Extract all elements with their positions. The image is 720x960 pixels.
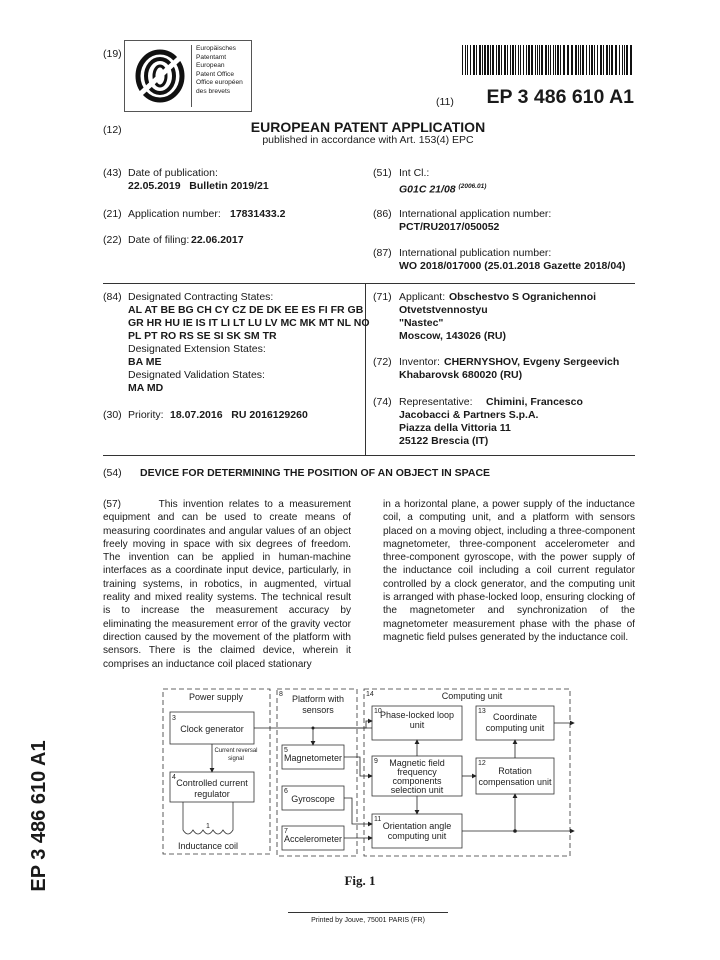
- office-name-en-1: European: [196, 62, 225, 69]
- inid-57: (57): [103, 499, 121, 510]
- application-number-label: Application number:: [128, 208, 221, 220]
- magnetometer-label: Magnetometer: [283, 753, 343, 763]
- office-name-de-2: Patentamt: [196, 53, 227, 61]
- contracting-states-2: GR HR HU IE IS IT LI LT LU LV MC MK MT NL NO: [128, 317, 370, 329]
- accelerometer-label: Accelerometer: [283, 834, 343, 844]
- int-cl-version: (2006.01): [458, 183, 487, 190]
- ref-6: 6: [284, 788, 288, 795]
- rc-label-2: compensation unit: [478, 777, 552, 787]
- intl-app-number: PCT/RU2017/050052: [399, 221, 500, 233]
- inid-12: (12): [103, 124, 122, 136]
- inid-21: (21): [103, 208, 122, 220]
- gyroscope-label: Gyroscope: [291, 794, 335, 804]
- priority-label: Priority:: [128, 409, 164, 421]
- inductance-coil-label: Inductance coil: [177, 841, 239, 851]
- ref-13: 13: [478, 708, 486, 715]
- filing-date: 22.06.2017: [191, 234, 244, 246]
- computing-unit-label: Computing unit: [441, 691, 503, 701]
- office-name-en-2: Patent Office: [196, 70, 234, 78]
- int-cl-label: Int Cl.:: [399, 167, 430, 179]
- inid-84: (84): [103, 291, 122, 303]
- rotation-compensation-block: [476, 758, 554, 794]
- contracting-states-3: PL PT RO RS SE SI SK SM TR: [128, 330, 277, 342]
- abstract-text-1: This invention relates to a measurement equipment and can be used to create means of measuring coordinates and angular values of an object freely moving in space with six degrees of freedom. The invention can be applied in human-machine interfaces as a coordinate input device, particularly, in training systems, in robotics, in augmented, virtual reality and mixed reality systems. The technical result is to increase the measurement accuracy by eliminating the measurement error of the gravity vector direction caused by the movement of the platform with sensors. There is the claimed device, wherein it comprises an inductance coil placed stationary: [103, 499, 351, 670]
- representative-line-1: Chimini, Francesco: [486, 396, 583, 408]
- pll-label-2: unit: [409, 720, 425, 730]
- ref-7: 7: [284, 828, 288, 835]
- ref-10: 10: [374, 708, 382, 715]
- ref-5: 5: [284, 747, 288, 754]
- office-name-fr-1: Office européen: [196, 79, 243, 86]
- figure-caption: Fig. 1: [344, 873, 376, 888]
- ref-9: 9: [374, 758, 378, 765]
- office-name-fr-2: des brevets: [196, 87, 231, 95]
- ref-8: 8: [279, 691, 283, 698]
- mf-label-3: components: [392, 776, 442, 786]
- ref-12: 12: [478, 760, 486, 767]
- document-subtitle: published in accordance with Art. 153(4) EPC: [262, 134, 474, 146]
- int-cl-value: G01C 21/08 $^{(2006.01)}$: [399, 183, 487, 196]
- inid-74: (74): [373, 396, 392, 408]
- publication-date: 22.05.2019 Bulletin 2019/21: [128, 180, 269, 192]
- representative-line-3: Piazza della Vittoria 11: [399, 422, 511, 434]
- extension-states: BA ME: [128, 356, 162, 368]
- inid-11: (11): [436, 96, 454, 108]
- inid-19: (19): [103, 48, 122, 60]
- printer-footer: Printed by Jouve, 75001 PARIS (FR): [311, 917, 425, 924]
- application-number: 17831433.2: [230, 208, 286, 220]
- pll-label-1: Phase-locked loop: [379, 710, 455, 720]
- abstract-text-2: in a horizontal plane, a power supply of the inductance coil, a computing unit, and a platform with sensors placed on a moving object, including a three-component magnetometer, three-component accelerometer and three-component gyroscope, with the power supply of the inductance coil including a coil current regulator controlled by a clock generator, and the computing unit is arranged with phase-locked loop, ensuring clocking of the magnetometer and synchronization of the magnetometer measurement phase with the phase of magnetic field pulses generated by the inductance coil.: [383, 499, 635, 643]
- power-supply-label: Power supply: [188, 692, 244, 702]
- platform-label-1: Platform with: [291, 694, 345, 704]
- inid-30: (30): [103, 409, 122, 421]
- validation-states: MA MD: [128, 382, 164, 394]
- oa-label-2: computing unit: [387, 831, 447, 841]
- inid-43: (43): [103, 167, 122, 179]
- invention-title: DEVICE FOR DETERMINING THE POSITION OF AN OBJECT IN SPACE: [140, 467, 491, 479]
- ref-11: 11: [374, 816, 382, 823]
- inid-51: (51): [373, 167, 392, 179]
- office-name-de-1: Europäisches: [196, 45, 236, 52]
- inventor-line-1: CHERNYSHOV, Evgeny Sergeevich: [444, 356, 620, 368]
- intl-pub-number: WO 2018/017000 (25.01.2018 Gazette 2018/04): [399, 260, 626, 272]
- inid-54: (54): [103, 467, 122, 479]
- applicant-line-2: Otvetstvennostyu: [399, 304, 488, 316]
- validation-states-label: Designated Validation States:: [128, 369, 265, 381]
- intl-app-label: International application number:: [399, 208, 552, 220]
- platform-label-2: sensors: [302, 705, 334, 715]
- publication-number: EP 3 486 610 A1: [486, 86, 634, 108]
- cc-label-1: Coordinate: [492, 712, 538, 722]
- applicant-label: Applicant:: [399, 291, 446, 303]
- ref-4: 4: [172, 774, 176, 781]
- intl-pub-label: International publication number:: [399, 247, 552, 259]
- contracting-states-label: Designated Contracting States:: [128, 291, 274, 303]
- inid-71: (71): [373, 291, 392, 303]
- side-publication-number: EP 3 486 610 A1: [28, 740, 50, 892]
- oa-label-1: Orientation angle: [382, 821, 452, 831]
- cc-label-2: computing unit: [485, 723, 545, 733]
- inventor-label: Inventor:: [399, 356, 440, 368]
- document-type: EUROPEAN PATENT APPLICATION: [250, 119, 486, 135]
- priority-value: 18.07.2016 RU 2016129260: [170, 409, 308, 421]
- ref-14: 14: [366, 691, 374, 698]
- representative-line-2: Jacobacci & Partners S.p.A.: [399, 409, 539, 421]
- publication-date-label: Date of publication:: [128, 167, 218, 179]
- ref-3: 3: [172, 715, 176, 722]
- ref-1: 1: [206, 823, 210, 830]
- applicant-line-4: Moscow, 143026 (RU): [399, 330, 506, 342]
- filing-date-label: Date of filing:: [128, 234, 190, 246]
- inid-87: (87): [373, 247, 392, 259]
- crs-label-2: signal: [228, 756, 244, 762]
- mf-label-4: selection unit: [390, 785, 444, 795]
- mf-label-1: Magnetic field: [389, 758, 445, 768]
- ccr-label-2: regulator: [194, 789, 230, 799]
- applicant-line-3: "Nastec": [399, 317, 444, 329]
- representative-label: Representative:: [399, 396, 473, 408]
- representative-line-4: 25122 Brescia (IT): [399, 435, 489, 447]
- inid-86: (86): [373, 208, 392, 220]
- applicant-line-1: Obschestvo S Ogranichennoi: [449, 291, 597, 303]
- inventor-line-2: Khabarovsk 680020 (RU): [399, 369, 523, 381]
- extension-states-label: Designated Extension States:: [128, 343, 266, 355]
- mf-label-2: frequency: [397, 767, 437, 777]
- clock-generator-label: Clock generator: [180, 724, 244, 734]
- inid-22: (22): [103, 234, 122, 246]
- crs-label-1: Current reversal: [214, 748, 258, 754]
- ccr-label-1: Controlled current: [176, 778, 248, 788]
- inid-72: (72): [373, 356, 392, 368]
- rc-label-1: Rotation: [498, 766, 532, 776]
- contracting-states-1: AL AT BE BG CH CY CZ DE DK EE ES FI FR GB: [128, 304, 364, 316]
